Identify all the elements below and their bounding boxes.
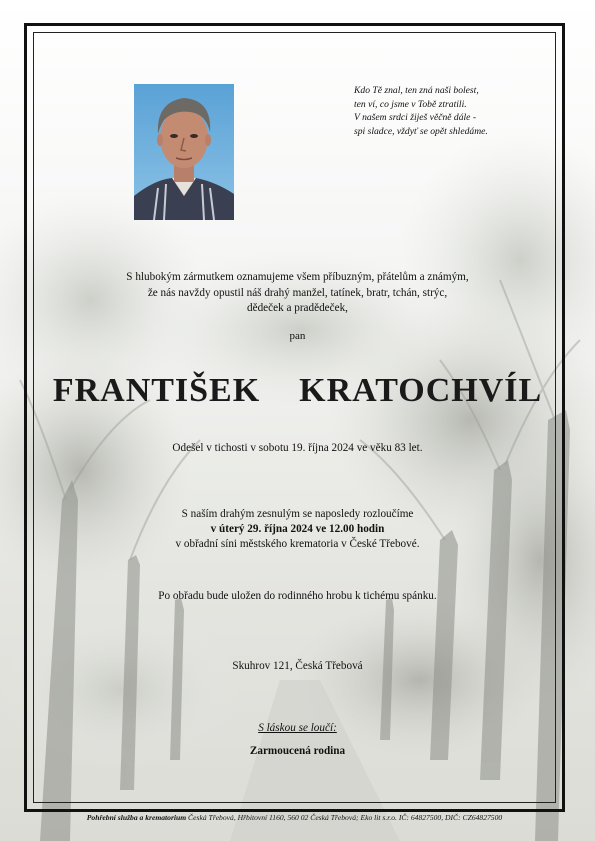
announcement-line: že nás navždy opustil náš drahý manžel, tatínek, bratr, tchán, strýc, — [147, 286, 448, 299]
announcement-text — [40, 270, 555, 317]
ceremony-info — [40, 507, 555, 552]
ceremony-intro: S naším drahým zesnulým se naposledy rozloučíme — [181, 508, 414, 520]
death-notice: Odešel v tichosti v sobotu 19. října 2024 ve věku 83 let. — [172, 442, 423, 454]
honorific: pan — [289, 330, 306, 342]
funeral-service-footer — [24, 813, 565, 822]
poem-line: V našem srdci žiješ věčně dále - — [354, 112, 477, 123]
footer-details: Česká Třebová, Hřbitovní 1160, 560 02 Česká Třebová; Eko lit s.r.o. IČ: 64827500, DIČ: CZ64827500 — [186, 813, 503, 822]
inner-border-frame — [33, 32, 556, 803]
farewell-label: S láskou se loučí: — [258, 722, 337, 734]
announcement-line: dědeček a pradědeček, — [247, 302, 348, 314]
address: Skuhrov 121, Česká Třebová — [232, 660, 363, 672]
ceremony-place: v obřadní síni městského krematoria v České Třebové. — [175, 538, 420, 550]
family-signature: Zarmoucená rodina — [249, 745, 346, 757]
footer-company: Pohřební služba a krematorium — [86, 813, 187, 822]
deceased-name: FRANTIŠEK KRATOCHVÍL — [52, 372, 543, 409]
portrait-photo — [134, 84, 234, 220]
ceremony-date-time: v úterý 29. října 2024 ve 12.00 hodin — [210, 523, 385, 535]
poem-line: spi sladce, vždyť se opět shledáme. — [354, 125, 488, 137]
announcement-line: S hlubokým zármutkem oznamujeme všem příbuzným, přátelům a známým, — [126, 271, 469, 283]
poem-line: Kdo Tě znal, ten zná naši bolest, — [354, 85, 479, 96]
memorial-poem — [354, 84, 544, 138]
urn-notice: Po obřadu bude uložen do rodinného hrobu k tichému spánku. — [158, 590, 437, 602]
poem-line: ten ví, co jsme v Tobě ztratili. — [354, 98, 467, 110]
